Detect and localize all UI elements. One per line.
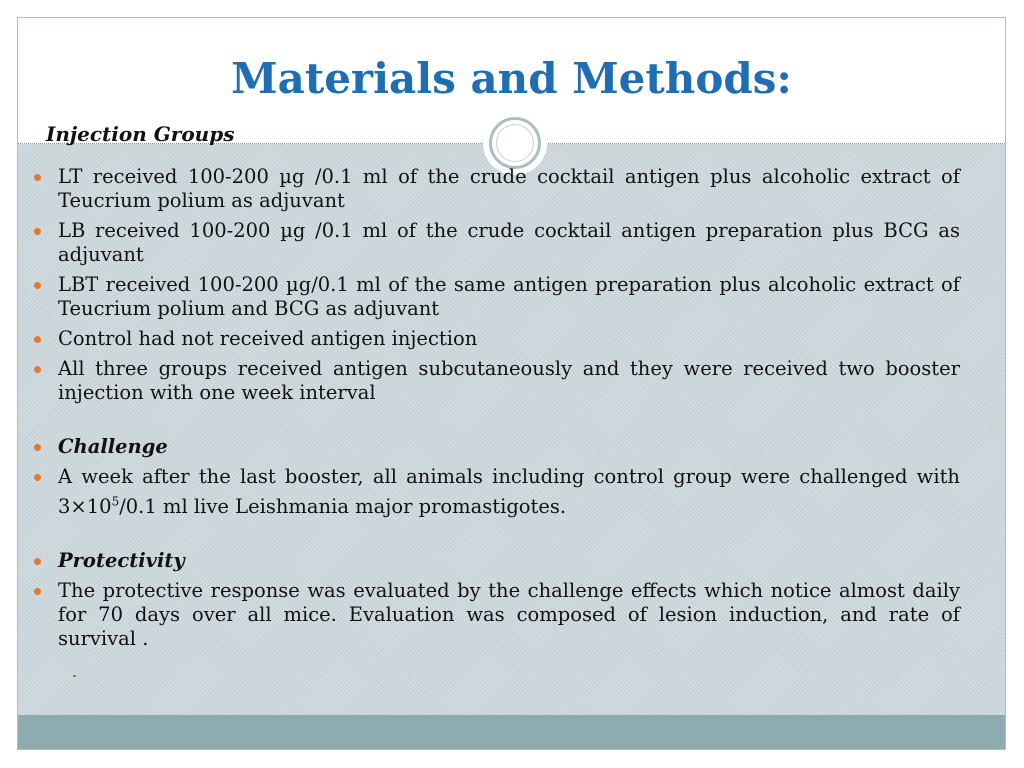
bullet-icon (34, 174, 41, 181)
protectivity-heading-item (28, 549, 960, 573)
list-item (28, 357, 960, 405)
challenge-text-before: A week after the last booster, all animals including control group were challenged with 3×10 (58, 465, 960, 518)
bullet-text: LBT received 100-200 µg/0.1 ml of the same antigen preparation plus alcoholic extract of Teucrium polium and BCG as adjuvant (58, 273, 960, 320)
challenge-heading: Challenge (58, 435, 168, 458)
bullet-text: All three groups received antigen subcutaneously and they were received two booster injection with one week interval (58, 357, 960, 404)
challenge-heading-item (28, 435, 960, 459)
slide-footer-band (18, 715, 1005, 750)
bullet-icon (34, 336, 41, 343)
stray-mark (73, 675, 76, 677)
slide-title: Materials and Methods: (231, 54, 792, 103)
bullet-icon (34, 558, 41, 565)
bullet-icon (34, 474, 41, 481)
ring-inner (496, 124, 534, 162)
challenge-exponent: 5 (111, 494, 120, 508)
list-item (28, 273, 960, 321)
protectivity-text: The protective response was evaluated by the challenge effects which notice almost daily for 70 days over all mice. Evaluation was composed of lesion induction, and rate of survival . (58, 578, 960, 650)
bullet-icon (34, 366, 41, 373)
ring-outer (489, 117, 541, 169)
slide-subtitle: Injection Groups (46, 122, 235, 146)
bullet-text: LT received 100-200 µg /0.1 ml of the crude cocktail antigen plus alcoholic extract of Teucrium polium as adjuvant (58, 165, 960, 212)
challenge-text-item (28, 465, 960, 519)
bullet-text: Control had not received antigen injection (58, 327, 478, 350)
bullet-icon (34, 282, 41, 289)
protectivity-heading: Protectivity (58, 548, 185, 572)
bullet-icon (34, 228, 41, 235)
challenge-text (58, 465, 960, 518)
bullet-icon (34, 444, 41, 451)
list-item (28, 327, 960, 351)
protectivity-text-item (28, 579, 960, 651)
list-item (28, 165, 960, 213)
list-item (28, 219, 960, 267)
bullet-text: LB received 100-200 µg /0.1 ml of the crude cocktail antigen preparation plus BCG as adjuvant (58, 219, 960, 266)
bullet-icon (34, 588, 41, 595)
challenge-text-after: /0.1 ml live Leishmania major promastigotes. (119, 494, 567, 518)
bullet-list (28, 165, 960, 657)
